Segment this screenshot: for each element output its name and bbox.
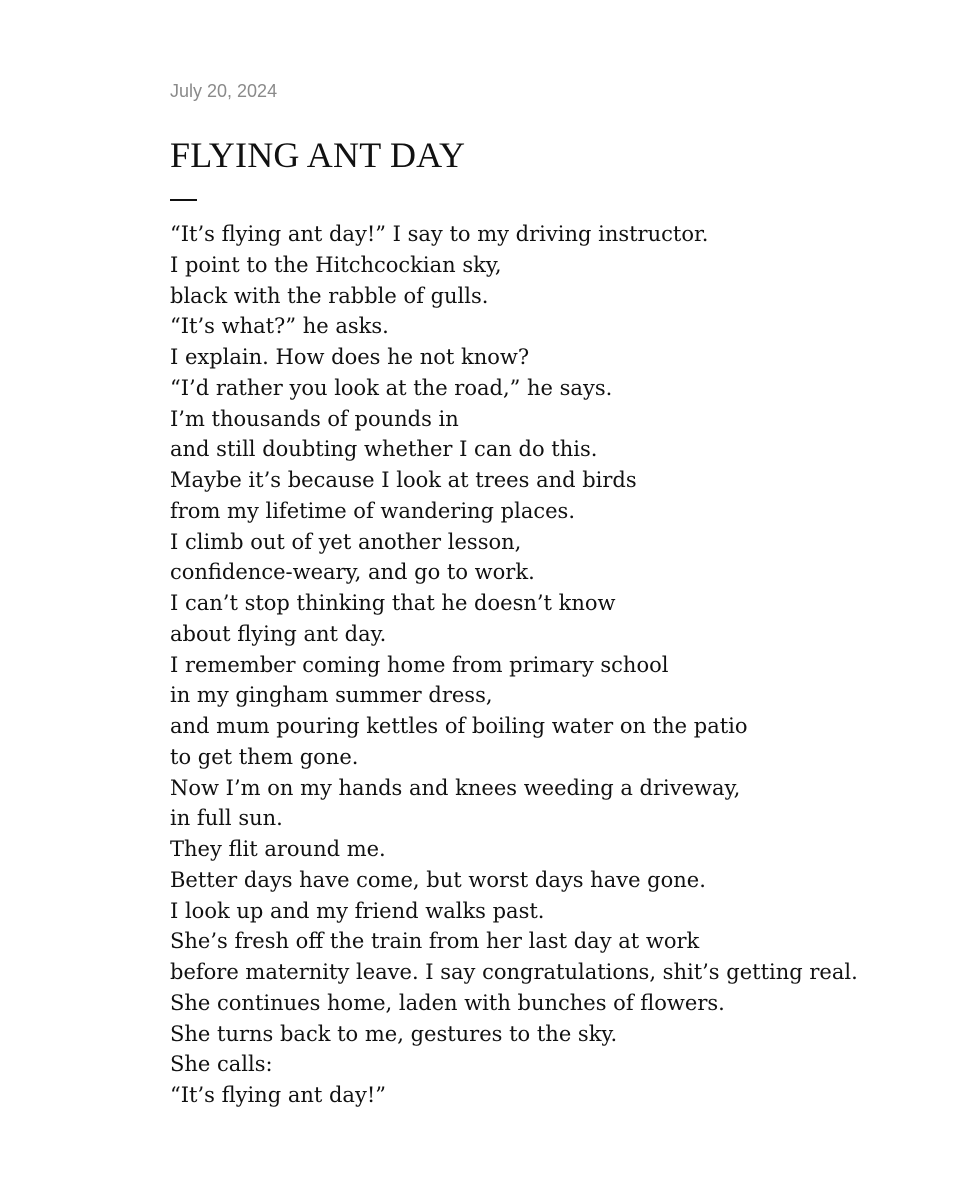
poem-line: I remember coming home from primary school xyxy=(170,652,669,677)
poem-line: I climb out of yet another lesson, xyxy=(170,529,522,554)
poem-line: in full sun. xyxy=(170,806,283,831)
poem-line: She turns back to me, gestures to the sky. xyxy=(170,1021,618,1046)
poem-line: “It’s flying ant day!” xyxy=(170,1083,386,1107)
poem-line: She continues home, laden with bunches of flowers. xyxy=(170,990,725,1015)
poem-line: They flit around me. xyxy=(170,837,386,861)
poem-line: I look up and my friend walks past. xyxy=(170,898,545,923)
poem-line: Now I’m on my hands and knees weeding a driveway, xyxy=(170,775,741,800)
poem-line: and still doubting whether I can do this. xyxy=(170,437,598,462)
poem-line: before maternity leave. I say congratulations, shit’s getting real. xyxy=(170,960,858,984)
poem-line: Better days have come, but worst days have gone. xyxy=(170,867,706,892)
poem-line: I point to the Hitchcockian sky, xyxy=(170,252,502,277)
poem-line: I can’t stop thinking that he doesn’t know xyxy=(170,591,616,615)
poem-line: “It’s flying ant day!” I say to my driving instructor. xyxy=(170,222,709,246)
post-title: FLYING ANT DAY xyxy=(170,135,466,175)
poem-line: She’s fresh off the train from her last day at work xyxy=(170,929,700,954)
poem-body xyxy=(170,219,930,1111)
poem-line: I’m thousands of pounds in xyxy=(170,406,459,431)
poem-line: in my gingham summer dress, xyxy=(170,683,493,708)
poem-line: about flying ant day. xyxy=(170,621,387,646)
poem-line: “It’s what?” he asks. xyxy=(170,314,389,339)
poem-line: I explain. How does he not know? xyxy=(170,345,530,369)
poem-line: Maybe it’s because I look at trees and birds xyxy=(170,468,637,492)
poem-line: She calls: xyxy=(170,1052,273,1077)
poem-line: from my lifetime of wandering places. xyxy=(170,498,575,523)
poem-line: black with the rabble of gulls. xyxy=(170,283,489,308)
poem-line: “I’d rather you look at the road,” he says. xyxy=(170,375,613,400)
blog-post xyxy=(170,78,930,1111)
poem-line: to get them gone. xyxy=(170,744,359,769)
title-divider xyxy=(170,199,197,201)
poem-line: and mum pouring kettles of boiling water on the patio xyxy=(170,714,748,738)
post-date: July 20, 2024 xyxy=(170,81,278,101)
poem-line: confidence-weary, and go to work. xyxy=(170,560,535,585)
